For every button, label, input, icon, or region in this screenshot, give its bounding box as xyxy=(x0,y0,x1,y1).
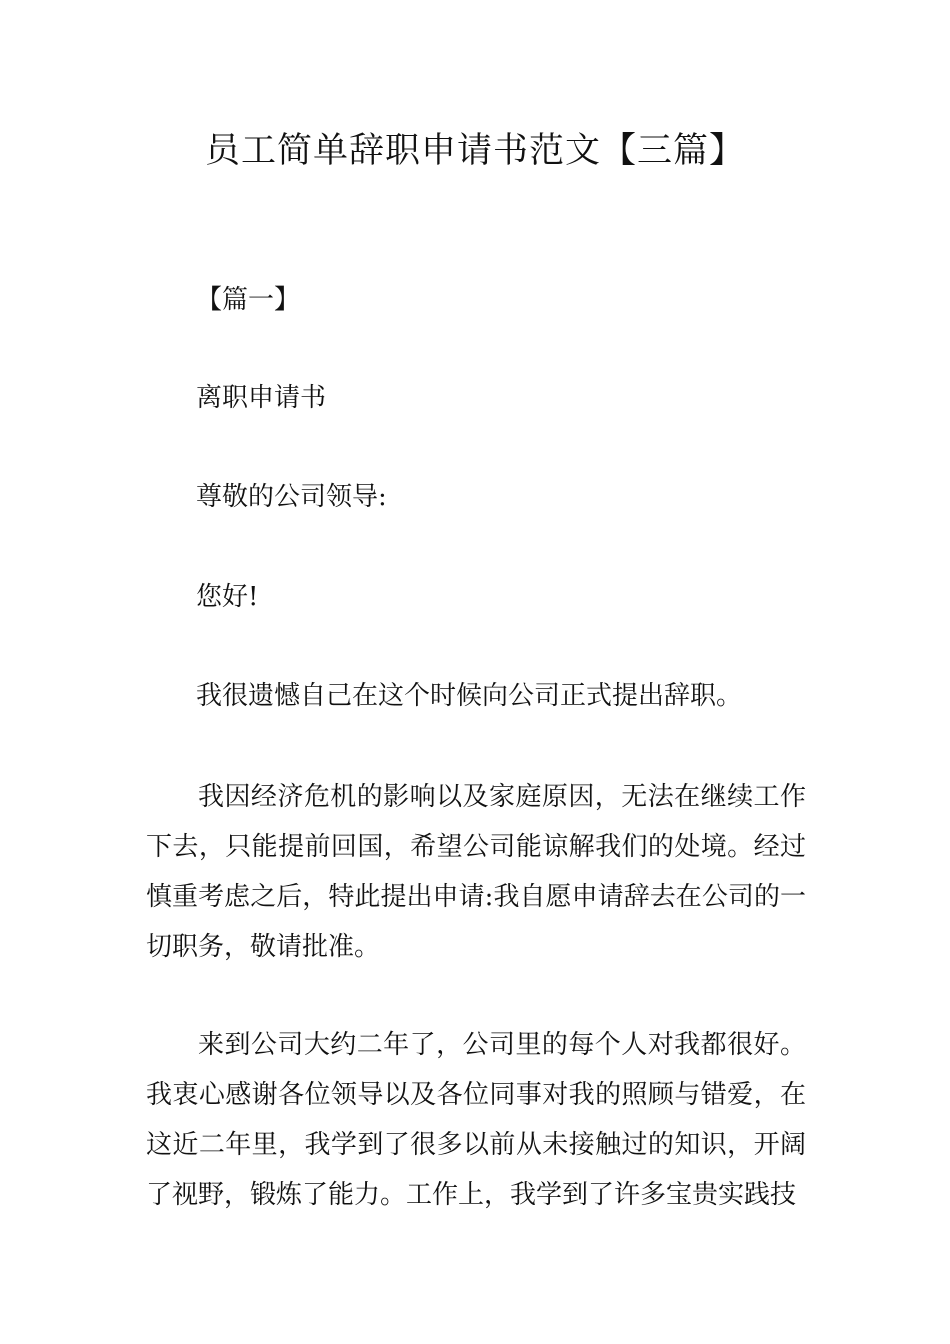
salutation: 尊敬的公司领导: xyxy=(196,482,387,512)
greeting: 您好! xyxy=(196,582,259,612)
paragraph-2: 我因经济危机的影响以及家庭原因，无法在继续工作下去，只能提前回国，希望公司能谅解我们的处境。经过慎重考虑之后，特此提出申请:我自愿申请辞去在公司的一切职务，敬请批准。 xyxy=(146,782,806,962)
letter-heading: 离职申请书 xyxy=(196,383,327,413)
section-label: 【篇一】 xyxy=(196,285,301,315)
paragraph-1: 我很遗憾自己在这个时候向公司正式提出辞职。 xyxy=(196,681,743,711)
document-title: 员工简单辞职申请书范文【三篇】 xyxy=(204,131,745,171)
paragraph-3: 来到公司大约二年了，公司里的每个人对我都很好。我衷心感谢各位领导以及各位同事对我的照顾与错爱，在这近二年里，我学到了很多以前从未接触过的知识，开阔了视野，锻炼了能力。工作上，我学到了许多宝贵实践技 xyxy=(146,1030,806,1210)
